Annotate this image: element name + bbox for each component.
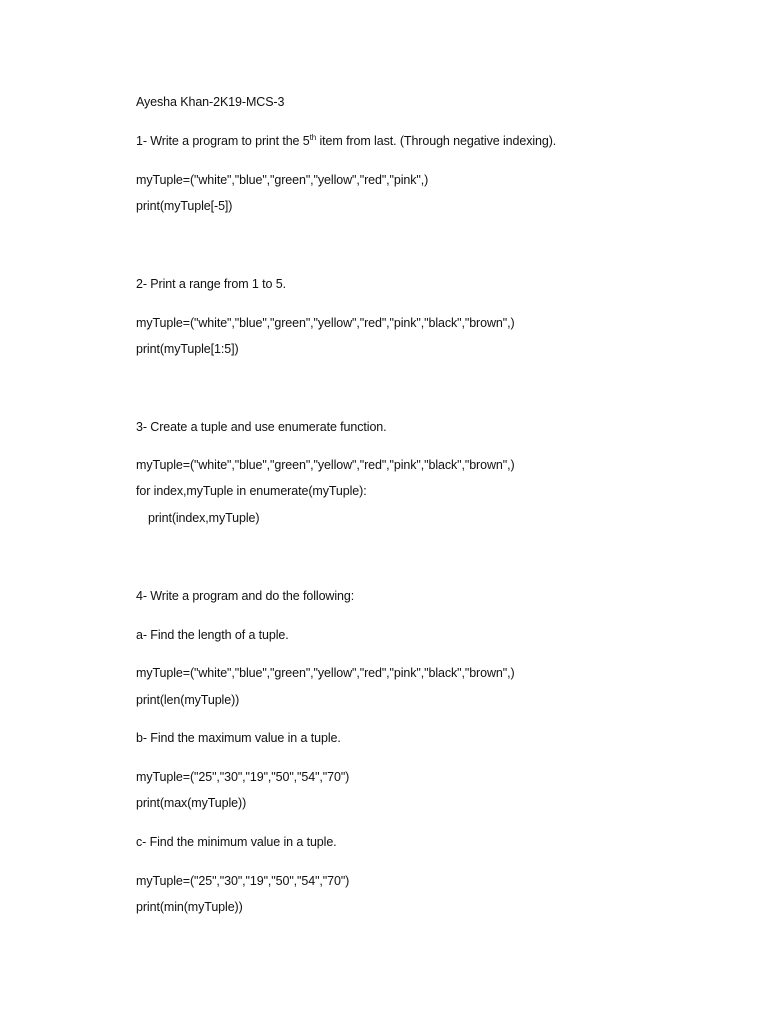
- question-1-superscript: th: [309, 132, 317, 142]
- question-2-prompt: 2- Print a range from 1 to 5.: [136, 277, 286, 291]
- question-4b-code-line: print(max(myTuple)): [136, 796, 247, 810]
- question-1-suffix: item from last. (Through negative indexing).: [316, 134, 557, 148]
- question-4a-prompt: a- Find the length of a tuple.: [136, 628, 289, 642]
- question-3-prompt: 3- Create a tuple and use enumerate function.: [136, 420, 387, 434]
- question-2-code-line: print(myTuple[1:5]): [136, 342, 239, 356]
- question-4b-prompt: b- Find the maximum value in a tuple.: [136, 731, 341, 745]
- question-1-prompt: [136, 133, 556, 149]
- question-2-code-line: myTuple=("white","blue","green","yellow","red","pink","black","brown",): [136, 316, 515, 330]
- question-4a-code-line: print(len(myTuple)): [136, 693, 240, 707]
- question-1-code-line: myTuple=("white","blue","green","yellow","red","pink",): [136, 173, 429, 187]
- question-3-code-line: print(index,myTuple): [148, 511, 260, 525]
- question-4c-prompt: c- Find the minimum value in a tuple.: [136, 835, 337, 849]
- question-4b-code-line: myTuple=("25","30","19","50","54","70"): [136, 770, 350, 784]
- author-line: Ayesha Khan-2K19-MCS-3: [136, 95, 285, 109]
- question-3-code-line: myTuple=("white","blue","green","yellow","red","pink","black","brown",): [136, 458, 515, 472]
- question-4c-code-line: print(min(myTuple)): [136, 900, 243, 914]
- question-4-prompt: 4- Write a program and do the following:: [136, 589, 355, 603]
- question-4c-code-line: myTuple=("25","30","19","50","54","70"): [136, 874, 350, 888]
- question-3-code-line: for index,myTuple in enumerate(myTuple):: [136, 484, 367, 498]
- question-4a-code-line: myTuple=("white","blue","green","yellow","red","pink","black","brown",): [136, 666, 515, 680]
- question-1-prefix: 1- Write a program to print the 5: [136, 134, 310, 148]
- question-1-code-line: print(myTuple[-5]): [136, 199, 233, 213]
